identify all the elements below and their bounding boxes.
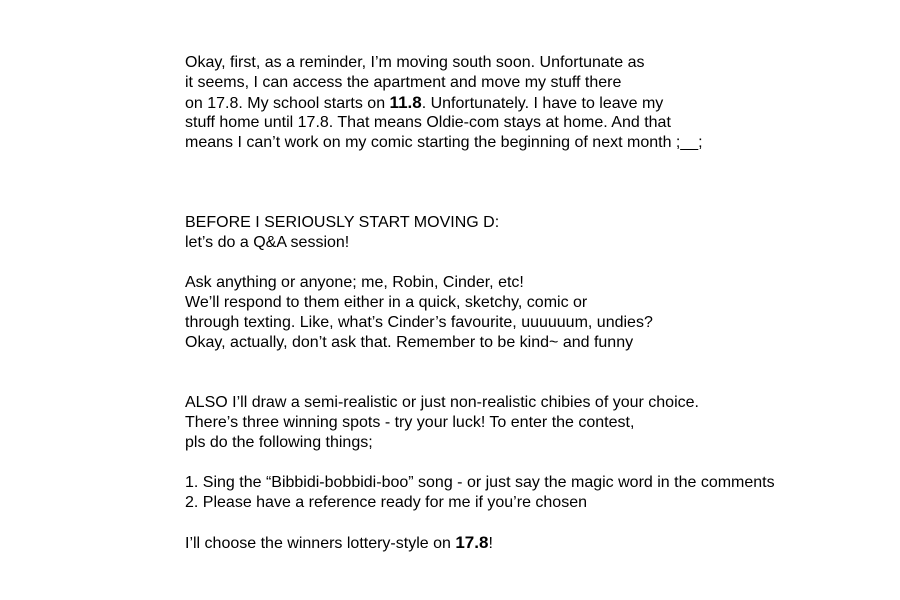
text-segment: ! [488,535,493,552]
announcement-document [185,53,885,553]
text-line: let’s do a Q&A session! [185,234,350,251]
text-line: pls do the following things; [185,434,373,451]
text-line: stuff home until 17.8. That means Oldie-com stays at home. And that [185,114,671,131]
text-line [185,93,885,113]
text-line: it seems, I can access the apartment and move my stuff there [185,74,622,91]
qa-details-paragraph [185,273,885,353]
text-segment: on 17.8. My school starts on [185,95,390,112]
text-line: Ask anything or anyone; me, Robin, Cinder, etc! [185,274,524,291]
list-item: 1. Sing the “Bibbidi-bobbidi-boo” song - or just say the magic word in the comments [185,474,775,491]
text-line: We’ll respond to them either in a quick, sketchy, comic or [185,294,588,311]
contest-paragraph [185,393,885,453]
list-item: 2. Please have a reference ready for me if you’re chosen [185,494,587,511]
text-line: through texting. Like, what’s Cinder’s favourite, uuuuuum, undies? [185,314,653,331]
text-line: ALSO I’ll draw a semi-realistic or just non-realistic chibies of your choice. [185,394,699,411]
text-line: Okay, actually, don’t ask that. Remember to be kind~ and funny [185,334,634,351]
text-line: BEFORE I SERIOUSLY START MOVING D: [185,214,500,231]
text-line: Okay, first, as a reminder, I’m moving south soon. Unfortunate as [185,54,645,71]
qa-intro-paragraph [185,213,885,253]
text-segment: I’ll choose the winners lottery-style on [185,535,456,552]
contest-steps-list [185,473,885,513]
text-line: There’s three winning spots - try your luck! To enter the contest, [185,414,635,431]
bold-date: 17.8 [455,533,489,552]
text-line: means I can’t work on my comic starting the beginning of next month ;__; [185,134,703,151]
bold-date: 11.8 [389,93,422,112]
closing-line [185,533,885,553]
moving-reminder-paragraph [185,53,885,153]
text-segment: . Unfortunately. I have to leave my [421,95,664,112]
